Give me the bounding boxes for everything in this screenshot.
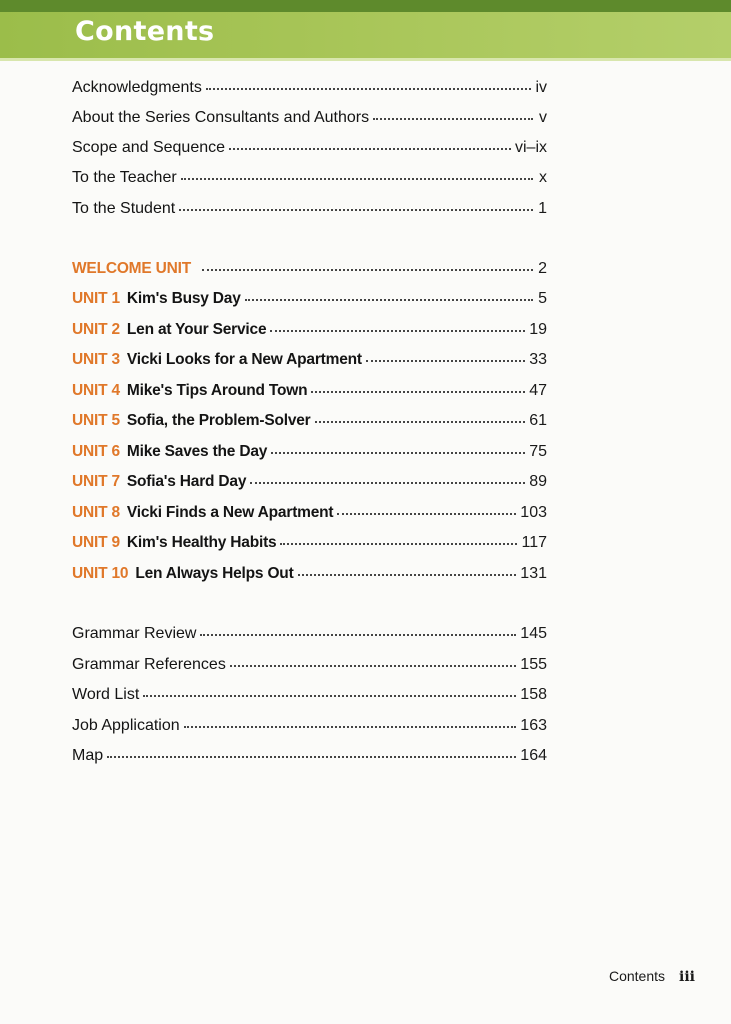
toc-entry-grammar-references — [72, 652, 547, 678]
unit-label: UNIT 10 — [72, 565, 129, 582]
toc-entry-page: 158 — [520, 686, 547, 703]
toc-entry-page: 145 — [520, 625, 547, 642]
unit-title: Sofia, the Problem-Solver — [126, 412, 311, 429]
toc-entry-unit-1 — [72, 286, 547, 312]
toc-entry-unit-3 — [72, 347, 547, 373]
dot-leader — [271, 448, 525, 454]
dot-leader — [250, 478, 525, 484]
toc-entry-unit-8 — [72, 500, 547, 526]
toc-entry-page: 5 — [538, 290, 547, 307]
unit-title: Mike's Tips Around Town — [126, 382, 308, 399]
dot-leader — [184, 722, 517, 728]
footer-section-label: Contents — [608, 968, 666, 984]
toc-entry-page: 61 — [529, 412, 547, 429]
unit-title: Len Always Helps Out — [135, 565, 294, 582]
unit-title: Kim's Busy Day — [126, 290, 241, 307]
unit-label: UNIT 1 — [72, 290, 120, 307]
dot-leader — [181, 174, 533, 180]
page-footer — [560, 968, 695, 990]
dot-leader — [366, 356, 525, 362]
toc-entry-welcome-unit — [72, 256, 547, 282]
dot-leader — [206, 84, 532, 90]
dot-leader — [245, 295, 533, 301]
page-title: Contents — [75, 16, 215, 47]
footer-page-number: iii — [679, 969, 695, 985]
dot-leader — [315, 417, 526, 423]
toc-entry-to-the-teacher — [72, 165, 547, 191]
toc-entry-grammar-review — [72, 621, 547, 647]
unit-label: WELCOME UNIT — [72, 260, 192, 277]
unit-label: UNIT 6 — [72, 443, 120, 460]
toc-entry-title: Grammar Review — [72, 625, 197, 642]
toc-entry-title: Job Application — [72, 717, 180, 734]
toc-entry-word-list — [72, 682, 547, 708]
toc-entry-page: iv — [535, 79, 547, 96]
unit-label: UNIT 5 — [72, 412, 120, 429]
unit-title: Mike Saves the Day — [126, 443, 268, 460]
toc-entry-title: Word List — [72, 686, 140, 703]
unit-title: Sofia's Hard Day — [126, 473, 247, 490]
toc-entry-page: 131 — [520, 565, 547, 582]
toc-entry-page: v — [539, 109, 547, 126]
toc-entry-unit-6 — [72, 439, 547, 465]
unit-label: UNIT 9 — [72, 534, 120, 551]
dot-leader — [107, 752, 516, 758]
toc-entry-unit-2 — [72, 317, 547, 343]
toc-entry-unit-5 — [72, 408, 547, 434]
unit-title: Vicki Looks for a New Apartment — [126, 351, 362, 368]
toc-entry-to-the-student — [72, 196, 547, 222]
dot-leader — [179, 205, 533, 211]
dot-leader — [311, 387, 525, 393]
dot-leader — [280, 539, 517, 545]
toc-entry-page: 164 — [520, 747, 547, 764]
dot-leader — [143, 691, 516, 697]
toc-entry-page: 47 — [529, 382, 547, 399]
unit-label: UNIT 8 — [72, 504, 120, 521]
toc-entry-unit-9 — [72, 530, 547, 556]
toc-entry-job-application — [72, 713, 547, 739]
toc-entry-page: 155 — [520, 656, 547, 673]
toc-entry-page: 19 — [529, 321, 547, 338]
dot-leader — [270, 326, 525, 332]
toc-entry-title: About the Series Consultants and Authors — [72, 109, 370, 126]
toc-entry-page: vi–ix — [514, 139, 547, 156]
dot-leader — [298, 570, 517, 576]
toc-entry-acknowledgments — [72, 75, 547, 101]
unit-title: Kim's Healthy Habits — [126, 534, 277, 551]
dot-leader — [229, 144, 511, 150]
toc-entry-title: Grammar References — [72, 656, 226, 673]
toc-entry-page: 2 — [538, 260, 547, 277]
toc-entry-unit-10 — [72, 561, 547, 587]
toc-entry-title: To the Student — [72, 200, 176, 217]
unit-title: Len at Your Service — [126, 321, 267, 338]
toc-entry-page: 75 — [529, 443, 547, 460]
dot-leader — [230, 661, 516, 667]
toc-entry-title: Map — [72, 747, 104, 764]
unit-label: UNIT 3 — [72, 351, 120, 368]
toc-entry-title: Scope and Sequence — [72, 139, 226, 156]
unit-title: Vicki Finds a New Apartment — [126, 504, 334, 521]
toc-entry-title: To the Teacher — [72, 169, 177, 186]
toc-entry-unit-7 — [72, 469, 547, 495]
toc-entry-title: Acknowledgments — [72, 79, 202, 96]
dot-leader — [337, 509, 516, 515]
toc-entry-page: x — [539, 169, 547, 186]
unit-label: UNIT 4 — [72, 382, 120, 399]
toc-entry-about-consultants — [72, 105, 547, 131]
toc-entry-page: 89 — [529, 473, 547, 490]
toc-entry-page: 163 — [520, 717, 547, 734]
toc-entry-page: 1 — [538, 200, 547, 217]
dot-leader — [373, 114, 533, 120]
unit-label: UNIT 2 — [72, 321, 120, 338]
toc-entry-page: 117 — [521, 534, 547, 551]
dot-leader — [202, 265, 533, 271]
toc-entry-map — [72, 743, 547, 769]
dot-leader — [200, 630, 516, 636]
toc-entry-page: 33 — [529, 351, 547, 368]
toc-entry-scope-sequence — [72, 135, 547, 161]
toc-entry-unit-4 — [72, 378, 547, 404]
unit-label: UNIT 7 — [72, 473, 120, 490]
toc-entry-page: 103 — [520, 504, 547, 521]
